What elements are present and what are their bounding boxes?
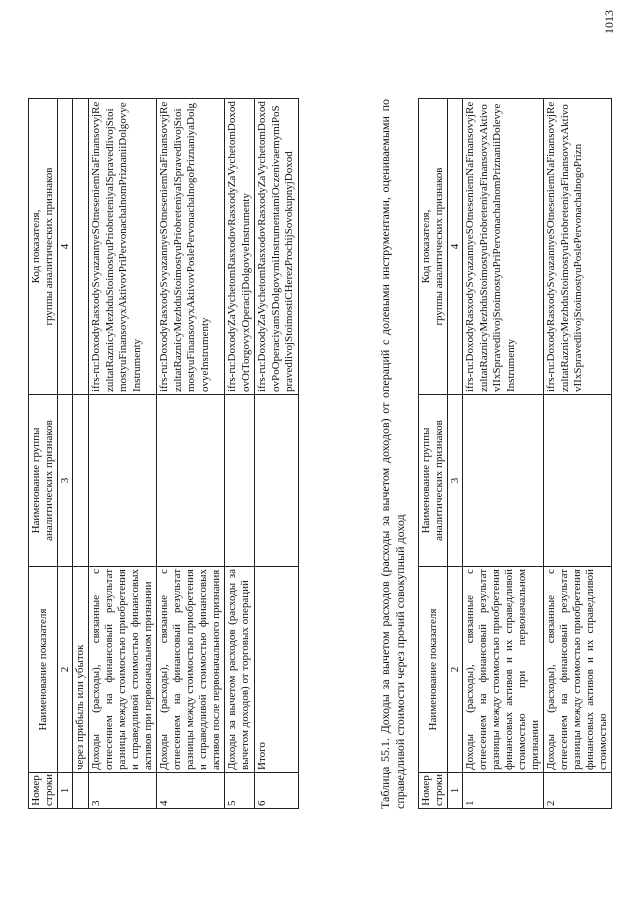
group-name xyxy=(463,395,544,567)
indicator-code: ifrs-ru:DoxodyRasxodySvyazannyeSOtneseniemNaFinansovyjRezultatRaznicyMezhduStoimostyuPriobreteniyaFinansovyxAktivovIIxSpravedlivojStoimostyuPriPervonachalnomPriznaniiDolevyeInstrumenty xyxy=(463,99,544,395)
table-row xyxy=(544,99,612,809)
page-number: 1013 xyxy=(602,10,616,34)
indicator-name: Доходы (расходы), связанные с отнесением на финансовый результат разницы между стоимостью приобретения и справедливой стоимостью финансовых активов после первоначального признания xyxy=(157,567,225,773)
table-row xyxy=(255,99,299,809)
colnum-1: 1 xyxy=(58,773,73,809)
indicator-name: Доходы (расходы), связанные с отнесением на финансовый результат разницы между стоимостью приобретения финансовых активов и их справедливой стоимостью при первоначальном признании xyxy=(463,567,544,773)
colnum-4: 4 xyxy=(448,99,463,395)
indicator-name: Доходы за вычетом расходов (расходы за вычетом доходов) от торговых операций xyxy=(225,567,255,773)
header-code-line1: Код показателя, xyxy=(420,209,432,284)
indicator-code: ifrs-ru:DoxodyRasxodySvyazannyeSOtneseniemNaFinansovyjRezultatRaznicyMezhduStoimostyuPriobreteniyaFinansovyxAktivovIIxSpravedlivojStoimostyuPoslePervonachalnogoPrizn xyxy=(544,99,612,395)
table-caption: Таблица 55.1. Доходы за вычетом расходов (расходы за вычетом доходов) от операций с долевыми инструментами, оцениваемыми по справедливой стоимости через прочий совокупный доход xyxy=(378,99,407,809)
indicator-code: ifrs-ru:DoxodyRasxodySvyazannyeSOtneseniemNaFinansovyjRezultatRaznicyMezhduStoimostyuPriobreteniyaISpravedlivojStoimostyuFinansovyxAktivovPoslePervonachalnogoPriznaniyaDolgovyeInstrumenty xyxy=(157,99,225,395)
table-row xyxy=(157,99,225,809)
table-header-row xyxy=(29,99,58,809)
colnum-4: 4 xyxy=(58,99,73,395)
colnum-2: 2 xyxy=(58,567,73,773)
colnum-3: 3 xyxy=(58,395,73,567)
group-name xyxy=(544,395,612,567)
indicator-table-bottom xyxy=(418,98,612,809)
header-indicator-name: Наименование показателя xyxy=(419,567,448,773)
table-row xyxy=(89,99,157,809)
indicator-table-top xyxy=(28,98,299,809)
group-name xyxy=(89,395,157,567)
column-number-row xyxy=(58,99,73,809)
indicator-code: ifrs-ru:DoxodyZaVychetomRasxodovRasxodyZaVychetomDoxodovPoOperaciyamSDolgovymiInstrumentamiOczenivaemymiPoSpravedlivojStoimostiCHerezProchijSovokupnyjDoxod xyxy=(255,99,299,395)
indicator-code xyxy=(73,99,89,395)
group-name xyxy=(73,395,89,567)
header-code xyxy=(419,99,448,395)
table-header-row xyxy=(419,99,448,809)
table-row xyxy=(73,99,89,809)
table-row xyxy=(225,99,255,809)
row-number: 6 xyxy=(255,773,299,809)
header-indicator-name: Наименование показателя xyxy=(29,567,58,773)
indicator-name: Доходы (расходы), связанные с отнесением на финансовый результат разницы между стоимостью приобретения финансовых активов и их справедливой стоимостью xyxy=(544,567,612,773)
colnum-2: 2 xyxy=(448,567,463,773)
row-number: 5 xyxy=(225,773,255,809)
header-code xyxy=(29,99,58,395)
indicator-code: ifrs-ru:DoxodyRasxodySvyazannyeSOtneseniemNaFinansovyjRezultatRaznicyMezhduStoimostyuPriobreteniyaISpravedlivojStoimostyuFinansovyxAktivovPriPervonachalnomPriznaniiDolgovyeInstrumenty xyxy=(89,99,157,395)
column-number-row xyxy=(448,99,463,809)
row-number: 3 xyxy=(89,773,157,809)
group-name xyxy=(157,395,225,567)
indicator-name: Итого xyxy=(255,567,299,773)
colnum-1: 1 xyxy=(448,773,463,809)
header-code-line1: Код показателя, xyxy=(30,209,42,284)
indicator-name: через прибыль или убыток xyxy=(73,567,89,773)
header-code-line2: группы аналитических признаков xyxy=(433,167,445,326)
table-row xyxy=(463,99,544,809)
indicator-code: ifrs-ru:DoxodyZaVychetomRasxodovRasxodyZaVychetomDoxodovOtTorgovyxOperacijDolgovyeInstrumenty xyxy=(225,99,255,395)
row-number xyxy=(73,773,89,809)
header-group-name: Наименование группы аналитических признаков xyxy=(419,395,448,567)
row-number: 2 xyxy=(544,773,612,809)
colnum-3: 3 xyxy=(448,395,463,567)
group-name xyxy=(255,395,299,567)
group-name xyxy=(225,395,255,567)
row-number: 1 xyxy=(463,773,544,809)
indicator-name: Доходы (расходы), связанные с отнесением на финансовый результат разницы между стоимостью приобретения и справедливой стоимостью финансовых активов при первоначальном признании xyxy=(89,567,157,773)
header-row-number: Номер строки xyxy=(29,773,58,809)
header-code-line2: группы аналитических признаков xyxy=(43,167,55,326)
header-row-number: Номер строки xyxy=(419,773,448,809)
header-group-name: Наименование группы аналитических признаков xyxy=(29,395,58,567)
row-number: 4 xyxy=(157,773,225,809)
